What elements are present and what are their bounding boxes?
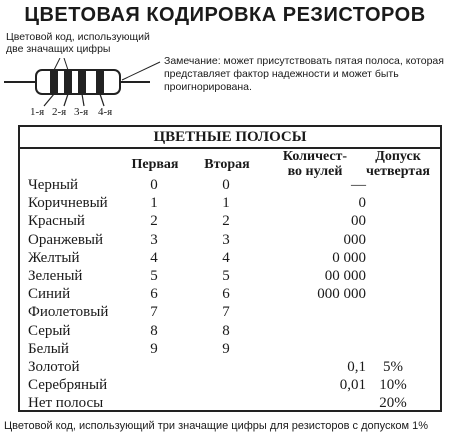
cell-zeros: 00 000 bbox=[324, 268, 366, 284]
cell-name: Белый bbox=[28, 340, 69, 357]
code-leader-1 bbox=[54, 58, 60, 70]
cell-second: 0 bbox=[222, 177, 230, 193]
cell-name: Синий bbox=[28, 286, 71, 303]
cell-name: Зеленый bbox=[28, 268, 83, 284]
column-header-tolerance-line1: Допуск bbox=[375, 149, 421, 164]
cell-first: 6 bbox=[150, 286, 158, 303]
cell-first: 9 bbox=[150, 340, 158, 357]
cell-second: 5 bbox=[222, 268, 230, 284]
note-text: Замечание: может присутствовать пятая полоса, которая представляет фактор надежности и может быть проигнорирована. bbox=[164, 55, 444, 93]
resistor-band-3 bbox=[78, 70, 86, 94]
cell-first: 8 bbox=[150, 322, 158, 339]
cell-second: 2 bbox=[222, 213, 230, 230]
cell-name: Серебряный bbox=[28, 377, 108, 394]
cell-second: 8 bbox=[222, 322, 230, 339]
cell-second: 1 bbox=[222, 195, 230, 212]
cell-zeros: 0 000 bbox=[332, 249, 366, 266]
cell-first: 5 bbox=[150, 268, 158, 284]
cell-second: 7 bbox=[222, 304, 230, 321]
column-header-tolerance-line2: четвертая bbox=[366, 164, 430, 179]
code-label: Цветовой код, использующий две значащих цифры bbox=[6, 31, 150, 55]
column-header-zeros-line2: во нулей bbox=[287, 164, 343, 179]
column-header-tolerance bbox=[358, 149, 438, 179]
cell-name: Желтый bbox=[28, 249, 80, 266]
cell-second: 6 bbox=[222, 286, 230, 303]
band-label-1: 1-я bbox=[30, 106, 45, 118]
cell-zeros: 0,1 bbox=[347, 359, 366, 375]
cell-tol: 5% bbox=[383, 359, 403, 375]
cell-zeros: 00 bbox=[351, 213, 366, 230]
cell-name: Фиолетовый bbox=[28, 304, 109, 321]
cell-name: Нет полосы bbox=[28, 395, 104, 412]
cell-zeros: 000 bbox=[343, 231, 366, 248]
cell-name: Серый bbox=[28, 322, 71, 339]
column-header-zeros bbox=[270, 149, 360, 179]
table-header: ЦВЕТНЫЕ ПОЛОСЫ bbox=[20, 127, 440, 149]
cell-zeros: — bbox=[351, 177, 366, 193]
cell-second: 9 bbox=[222, 340, 230, 357]
cell-first: 3 bbox=[150, 231, 158, 248]
footer-caption: Цветовой код, использующий три значащие цифры для резисторов с допуском 1% bbox=[4, 420, 429, 432]
resistor-band-4 bbox=[96, 70, 104, 94]
cell-first: 1 bbox=[150, 195, 158, 212]
cell-second: 4 bbox=[222, 249, 230, 266]
cell-tol: 10% bbox=[379, 377, 407, 394]
cell-name: Золотой bbox=[28, 359, 80, 375]
cell-zeros: 0 bbox=[358, 195, 366, 212]
cell-zeros: 0,01 bbox=[339, 377, 366, 394]
band-label-3: 3-я bbox=[74, 106, 89, 118]
cell-first: 0 bbox=[150, 177, 158, 193]
cell-first: 7 bbox=[150, 304, 158, 321]
code-leader-2 bbox=[64, 58, 68, 70]
band-leader-4 bbox=[100, 94, 104, 106]
cell-second: 3 bbox=[222, 231, 230, 248]
cell-zeros: 000 000 bbox=[317, 286, 366, 303]
cell-first: 4 bbox=[150, 249, 158, 266]
cell-name: Черный bbox=[28, 177, 79, 193]
cell-name: Коричневый bbox=[28, 195, 108, 212]
band-label-2: 2-я bbox=[52, 106, 67, 118]
note-leader bbox=[122, 62, 160, 80]
cell-tol: 20% bbox=[379, 395, 407, 412]
band-leader-1 bbox=[44, 94, 54, 106]
band-leader-3 bbox=[82, 94, 84, 106]
cell-name: Оранжевый bbox=[28, 231, 104, 248]
column-header-zeros-line1: Количест- bbox=[282, 149, 348, 164]
resistor-band-1 bbox=[50, 70, 58, 94]
page-title: ЦВЕТОВАЯ КОДИРОВКА РЕЗИСТОРОВ bbox=[24, 4, 426, 26]
band-label-4: 4-я bbox=[98, 106, 113, 118]
band-leader-2 bbox=[64, 94, 68, 106]
cell-first: 2 bbox=[150, 213, 158, 230]
resistor-band-2 bbox=[64, 70, 72, 94]
color-bands-table bbox=[18, 125, 442, 412]
column-header-first: Первая bbox=[131, 157, 179, 172]
cell-name: Красный bbox=[28, 213, 85, 230]
column-header-second: Вторая bbox=[204, 157, 250, 172]
